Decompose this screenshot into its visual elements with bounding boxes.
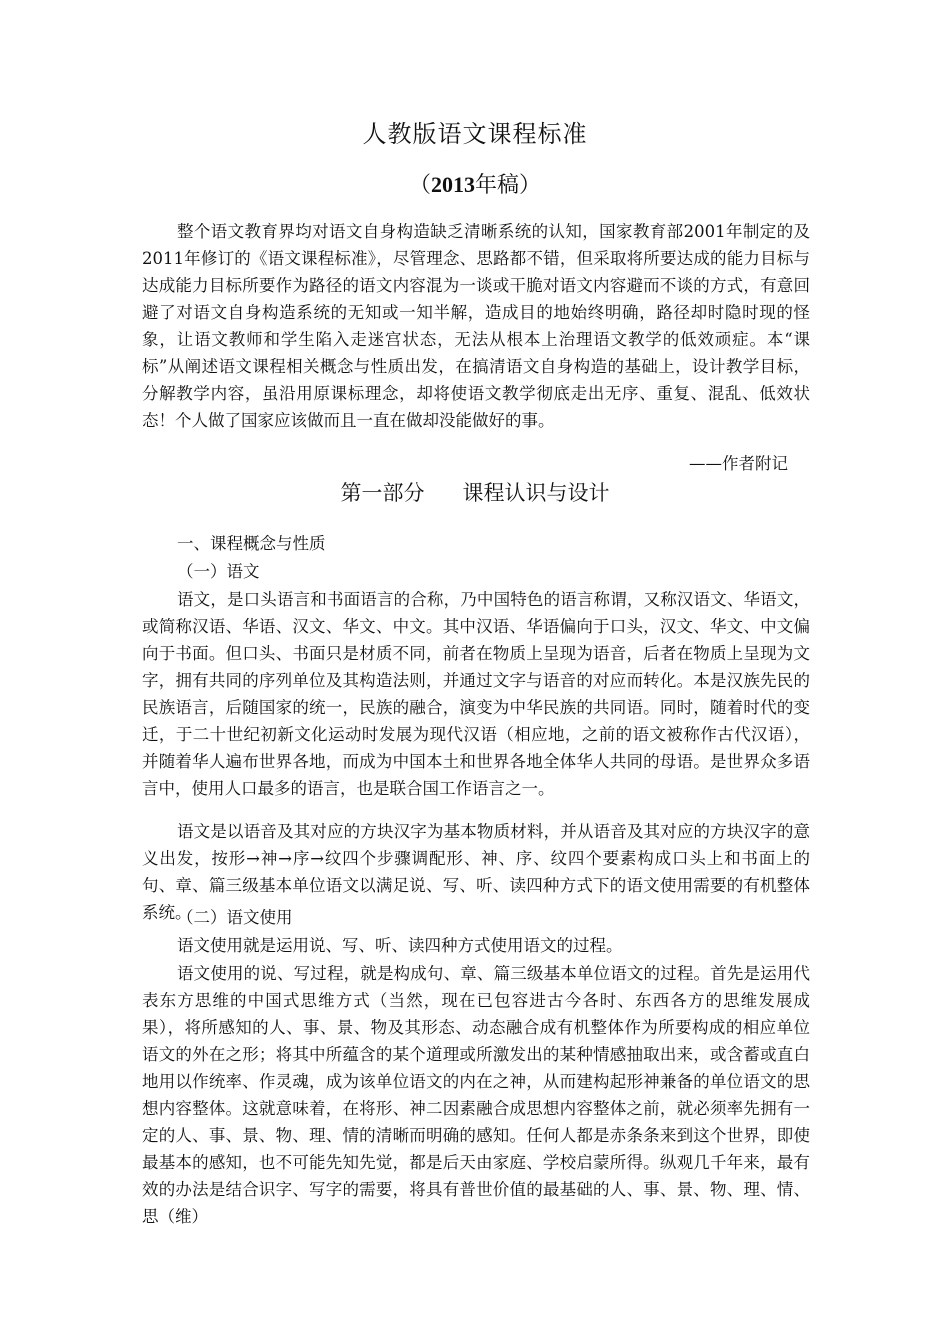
subsection-heading-usage: （二）语文使用: [177, 908, 293, 927]
paragraph-usage-intro: 语文使用就是运用说、写、听、读四种方式使用语文的过程。: [177, 936, 623, 955]
subtitle-rest: 年稿）: [475, 173, 542, 198]
paragraph-yuwen-definition: 语文，是口头语言和书面语言的合称，乃中国特色的语言称谓，又称汉语文、华语文，或简称汉语、华语、汉文、华文、中文。其中汉语、华语偏向于口头，汉文、华文、中文偏向于书面。但口头、书面只是材质不同，前者在物质上呈现为语音，后者在物质上呈现为文字，拥有共同的序列单位及其构造法则，并通过文字与语音的对应而转化。本是汉族先民的民族语言，后随国家的统一，民族的融合，演变为中华民族的共同语。同时，随着时代的变迁，于二十世纪初新文化运动时发展为现代汉语（相应地，之前的语文被称作古代汉语），并随着华人遍布世界各地，而成为中国本土和世界各地全体华人共同的母语。是世界众多语言中，使用人口最多的语言，也是联合国工作语言之一。: [142, 590, 810, 798]
document-title: 人教版语文课程标准: [362, 120, 588, 148]
subtitle-year: 2013: [431, 172, 475, 197]
subsection-heading-yuwen: （一）语文: [177, 562, 260, 581]
part-number: 第一部分: [340, 481, 425, 505]
paragraph-yuwen-system: 语文是以语音及其对应的方块汉字为基本物质材料，并从语音及其对应的方块汉字的意义出发，按形→神→序→纹四个步骤调配形、神、序、纹四个要素构成口头上和书面上的句、章、篇三级基本单位语文以满足说、写、听、读四种方式下的语文使用需要的有机整体系统。: [142, 822, 810, 922]
section-heading: 一、课程概念与性质: [177, 534, 326, 553]
paragraph-usage-process: 语文使用的说、写过程，就是构成句、章、篇三级基本单位语文的过程。首先是运用代表东方思维的中国式思维方式（当然，现在已包容进古今各时、东西各方的思维发展成果），将所感知的人、事、景、物及其形态、动态融合成有机整体作为所要构成的相应单位语文的外在之形；将其中所蕴含的某个道理或所激发出的某种情感抽取出来，或含蓄或直白地用以作统率、作灵魂，成为该单位语文的内在之神，从而建构起形神兼备的单位语文的思想内容整体。这就意味着，在将形、神二因素融合成思想内容整体之前，就必须率先拥有一定的人、事、景、物、理、情的清晰而明确的感知。任何人都是赤条条来到这个世界，即使最基本的感知，也不可能先知先觉，都是后天由家庭、学校启蒙所得。纵观几千年来，最有效的办法是结合识字、写字的需要，将具有普世价值的最基础的人、事、景、物、理、情、思（维）: [142, 964, 810, 1226]
author-note-signature: ——作者附记: [689, 454, 788, 473]
document-subtitle: [0, 170, 950, 201]
part-heading: [0, 478, 950, 508]
part-name: 课程认识与设计: [462, 481, 610, 505]
subtitle-open-paren: （: [408, 173, 431, 198]
preface-paragraph: 整个语文教育界均对语文自身构造缺乏清晰系统的认知，国家教育部2001年制定的及2011年修订的《语文课程标准》，尽管理念、思路都不错，但采取将所要达成的能力目标与达成能力目标所要作为路径的语文内容混为一谈或干脆对语文内容避而不谈的方式，有意回避了对语文自身构造系统的无知或一知半解，造成目的地始终明确，路径却时隐时现的怪象，让语文教师和学生陷入走迷宫状态，无法从根本上治理语文教学的低效顽症。本“课标”从阐述语文课程相关概念与性质出发，在搞清语文自身构造的基础上，设计教学目标，分解教学内容，虽沿用原课标理念，却将使语文教学彻底走出无序、重复、混乱、低效状态！个人做了国家应该做而且一直在做却没能做好的事。: [142, 222, 810, 430]
